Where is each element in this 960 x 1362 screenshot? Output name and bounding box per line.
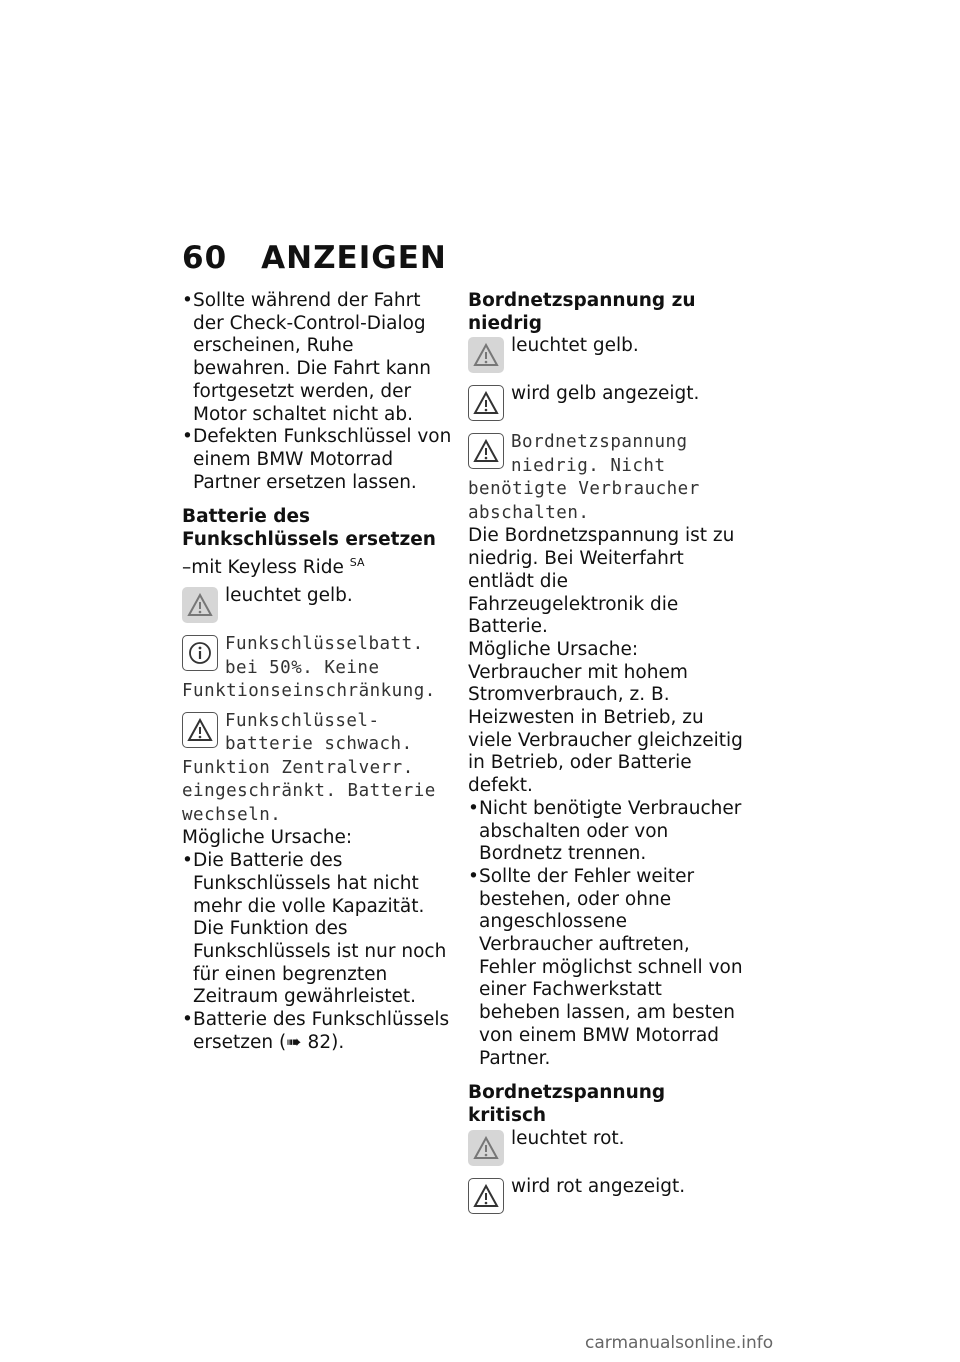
warning-triangle-icon <box>468 433 504 469</box>
info-icon <box>182 635 218 671</box>
paragraph: Die Bordnetzspannung ist zu niedrig. Bei Weiterfahrt entlädt die Fahrzeugelektronik die Batterie. <box>468 525 735 638</box>
right-column <box>468 290 743 1218</box>
list-item: • Batterie des Funkschlüssels ersetzen (➠ 82). <box>182 1009 452 1054</box>
list-item: • Sollte der Fehler weiter bestehen, oder ohne angeschlossene Verbraucher auftreten, Fehler möglichst schnell von einer Fachwerkstatt beheben lassen, am besten von einem BMW Motorrad Partner. <box>468 866 743 1070</box>
watermark: carmanualsonline.info <box>585 1333 774 1353</box>
keyless-note: –mit Keyless Ride $^{SA}$ <box>182 555 365 578</box>
cause-label: Mögliche Ursache: <box>182 827 353 849</box>
page-title: ANZEIGEN <box>261 240 447 276</box>
list-item: • Die Batterie des Funkschlüssels hat nicht mehr die volle Kapazität. Die Funktion des Funkschlüssels ist nur noch für einen begrenzten Zeitraum gewährleistet. <box>182 850 452 1009</box>
lamp-text: leuchtet gelb. <box>511 335 639 357</box>
list-item: • Defekten Funkschlüssel von einem BMW Motorrad Partner ersetzen lassen. <box>182 426 452 494</box>
warning-triangle-icon <box>182 587 218 623</box>
cause-label: Mögliche Ursache: <box>468 638 639 660</box>
list-item: • Sollte während der Fahrt der Check-Control-Dialog erscheinen, Ruhe bewahren. Die Fahrt kann fortgesetzt werden, der Motor schaltet nicht ab. <box>182 290 452 426</box>
warning-triangle-icon <box>468 1178 504 1214</box>
section-heading: Bordnetzspannung zu niedrig <box>468 290 696 334</box>
lamp-text: leuchtet gelb. <box>225 585 353 607</box>
warning-triangle-icon <box>468 385 504 421</box>
page-header <box>182 240 447 276</box>
warning-triangle-icon <box>182 712 218 748</box>
section-heading: Bordnetzspannung kritisch <box>468 1082 666 1126</box>
warning-triangle-icon <box>468 1130 504 1166</box>
paragraph: Verbraucher mit hohem Stromverbrauch, z. B. Heizwesten in Betrieb, zu viele Verbraucher gleichzeitig in Betrieb, oder Batterie defekt. <box>468 661 743 797</box>
display-message-info: Funkschlüsselbatt. bei 50%. Keine Funktionseinschränkung. <box>182 634 436 702</box>
warning-triangle-icon <box>468 337 504 373</box>
page-number: 60 <box>182 240 228 276</box>
section-heading: Batterie des Funkschlüssels ersetzen <box>182 506 436 551</box>
display-message-warning: Funkschlüssel- batterie schwach. Funktion Zentralverr. eingeschränkt. Batterie wechseln. <box>182 710 436 825</box>
shown-text: wird rot angezeigt. <box>511 1175 686 1197</box>
display-message-warning: Bordnetzspannung niedrig. Nicht benötigte Verbraucher abschalten. <box>468 432 700 523</box>
shown-text: wird gelb angezeigt. <box>511 383 700 405</box>
lamp-text: leuchtet rot. <box>511 1127 625 1149</box>
left-column <box>182 290 452 1054</box>
list-item: • Nicht benötigte Verbraucher abschalten oder von Bordnetz trennen. <box>468 798 743 866</box>
